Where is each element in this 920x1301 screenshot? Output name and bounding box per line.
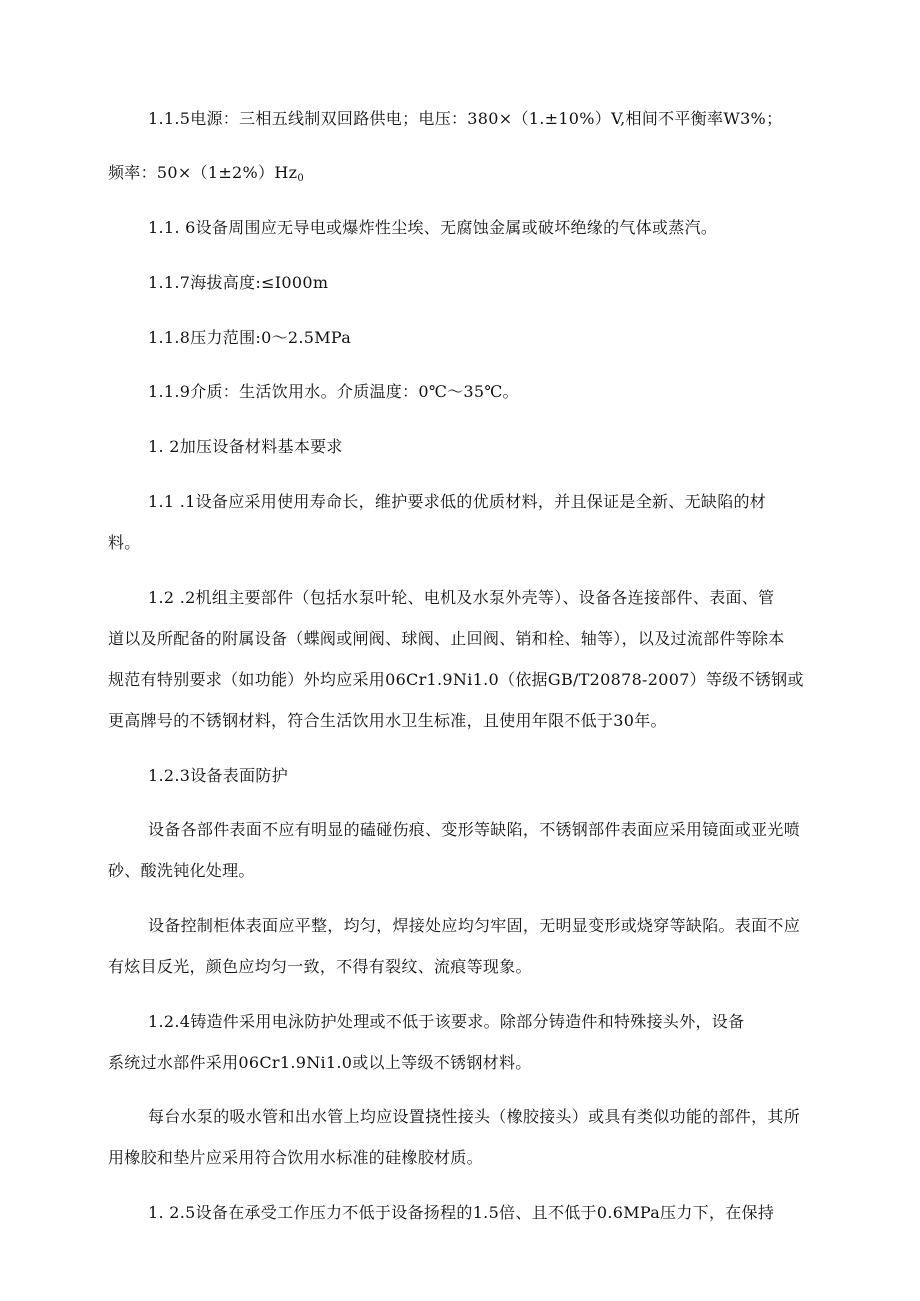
paragraph-line: 1.1.8压力范围:0～2.5MPa: [148, 328, 352, 347]
paragraph-line: 有炫目反光，颜色应均匀一致，不得有裂纹、流痕等现象。: [108, 957, 532, 976]
paragraph-line: 1.1.7海拔高度:≤I000m: [148, 273, 329, 292]
subscript: 0: [297, 173, 304, 184]
paragraph-line: 1. 2.5设备在承受工作压力不低于设备扬程的1.5倍、且不低于0.6MPa压力下，在保持: [148, 1203, 775, 1222]
paragraph-line: 料。: [108, 533, 141, 552]
paragraph-line: 道以及所配备的附属设备（蝶阀或闸阀、球阀、止回阀、销和栓、轴等），以及过流部件等除本: [108, 629, 785, 648]
paragraph-line: 更高牌号的不锈钢材料，符合生活饮用水卫生标准，且使用年限不低于30年。: [108, 711, 667, 730]
paragraph-line: [108, 163, 304, 189]
paragraph-text: 频率：50×（1±2%）Hz: [108, 163, 298, 182]
paragraph-line: 每台水泵的吸水管和出水管上均应设置挠性接头（橡胶接头）或具有类似功能的部件，其所: [148, 1107, 801, 1126]
paragraph-line: 砂、酸洗钝化处理。: [108, 861, 255, 880]
paragraph-line: 用橡胶和垫片应采用符合饮用水标准的硅橡胶材质。: [108, 1148, 483, 1167]
paragraph-line: 1.1 .1设备应采用使用寿命长，维护要求低的优质材料，并且保证是全新、无缺陷的材: [148, 492, 767, 511]
section-heading: 1.2.3设备表面防护: [148, 766, 289, 785]
paragraph-line: 1.2.4铸造件采用电泳防护处理或不低于该要求。除部分铸造件和特殊接头外，设备: [148, 1012, 745, 1031]
paragraph-line: 设备控制柜体表面应平整，均匀，焊接处应均匀牢固，无明显变形或烧穿等缺陷。表面不应: [148, 916, 801, 935]
paragraph-line: 1.2 .2机组主要部件（包括水泵叶轮、电机及水泵外壳等）、设备各连接部件、表面、管: [148, 588, 775, 607]
paragraph-line: 1.1.5电源：三相五线制双回路供电；电压：380×（1.±10%）V,相间不平衡率W3%；: [148, 109, 783, 128]
paragraph-line: 1.1. 6设备周围应无导电或爆炸性尘埃、无腐蚀金属或破坏绝缘的气体或蒸汽。: [148, 218, 718, 237]
paragraph-line: 1.1.9介质：生活饮用水。介质温度：0℃～35℃。: [148, 382, 519, 401]
section-heading: 1. 2加压设备材料基本要求: [148, 437, 343, 456]
paragraph-line: 规范有特别要求（如功能）外均应采用06Cr1.9Ni1.0（依据GB/T20878-2007）等级不锈钢或: [108, 670, 804, 689]
paragraph-line: 设备各部件表面不应有明显的磕碰伤痕、变形等缺陷，不锈钢部件表面应采用镜面或亚光喷: [148, 820, 801, 839]
paragraph-line: 系统过水部件采用06Cr1.9Ni1.0或以上等级不锈钢材料。: [108, 1053, 532, 1072]
